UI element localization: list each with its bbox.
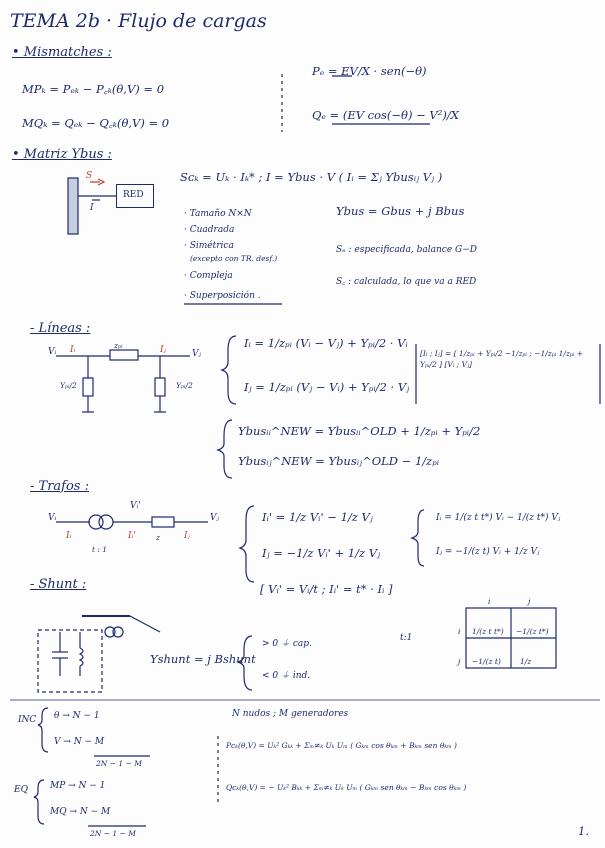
- trafo-ratio-label: t : 1: [92, 545, 108, 554]
- trafo-result-ii: Iᵢ = 1/(z t t*) Vᵢ − 1/(z t*) Vⱼ: [436, 513, 561, 523]
- line-shunt-right-label: Yₚᵢ/2: [176, 381, 193, 390]
- s-arrow-label: S: [86, 171, 93, 181]
- shunt-case-negative: < 0 ⏚ ind.: [262, 671, 311, 681]
- trafo-vi-prime-label: Vᵢ': [130, 501, 141, 511]
- line-matrix: [Iᵢ ; Iⱼ] = [ 1/zₚᵢ + Yₚᵢ/2 −1/zₚᵢ ; −1/zₚᵢ 1/zₚᵢ + Yₚᵢ/2 ] [Vᵢ ; Vⱼ]: [420, 349, 584, 370]
- ybus-bullet-square: · Cuadrada: [184, 225, 235, 235]
- pe-equation: Pₑ = EV/X · sen(−θ): [312, 64, 427, 78]
- se-definition: Sₑ : especificada, balance G−D: [336, 245, 477, 255]
- mismatches-heading: • Mismatches :: [12, 45, 112, 60]
- eq-label: EQ: [14, 785, 28, 795]
- eq-mp: MP → N − 1: [50, 781, 106, 791]
- table-cell-ii: 1/(z t t*): [472, 627, 504, 636]
- line-vj-label: Vⱼ: [192, 349, 201, 359]
- nodes-generators: N nudos ; M generadores: [232, 709, 349, 719]
- inc-label: INC: [18, 715, 37, 725]
- line-shunt-left-label: Yₚᵢ/2: [60, 381, 77, 390]
- red-label: RED: [123, 190, 144, 200]
- ybus-bullet-complex: · Compleja: [184, 271, 233, 281]
- shunt-case-positive: > 0 ⏚ cap.: [262, 639, 312, 649]
- line-update-offdiag: Ybusᵢⱼ^NEW = Ybusᵢⱼ^OLD − 1/zₚᵢ: [238, 454, 440, 468]
- page-title: TEMA 2b · Flujo de cargas: [10, 10, 267, 32]
- trafo-relations: [ Vᵢ' = Vᵢ/t ; Iᵢ' = t* · Iᵢ ]: [260, 582, 393, 596]
- eq-total: 2N − 1 − M: [90, 829, 136, 838]
- ybus-definition: Ybus = Gbus + j Bbus: [336, 204, 465, 218]
- trafo-z-label: z: [156, 533, 160, 542]
- trafo-vj-label: Vⱼ: [210, 513, 219, 523]
- mismatch-q-equation: MQₖ = Qₑₖ − Q꜀ₖ(θ,V) = 0: [22, 116, 170, 130]
- sc-definition: S꜀ : calculada, lo que va a RED: [336, 277, 477, 287]
- line-z-label: zₚᵢ: [114, 341, 123, 350]
- table-header-j: j: [528, 597, 531, 606]
- table-row-j-header: j: [458, 657, 461, 666]
- trafos-heading: - Trafos :: [30, 479, 89, 494]
- ybus-current-equation: Sᴄₖ = Uₖ · Iₖ* ; I = Ybus · V ( Iᵢ = Σⱼ Ybusᵢⱼ Vⱼ ): [180, 170, 443, 184]
- ybus-bullet-superposition: · Superposición .: [184, 291, 261, 301]
- line-eq-ii: Iᵢ = 1/zₚᵢ (Vᵢ − Vⱼ) + Yₚᵢ/2 · Vᵢ: [244, 336, 408, 350]
- table-header-i: i: [488, 597, 491, 606]
- ybus-bullet-symmetric-note: (excepto con TR. desf.): [190, 254, 278, 263]
- trafo-result-ij: Iⱼ = −1/(z t) Vᵢ + 1/z Vⱼ: [436, 547, 540, 557]
- table-cell-ji: −1/(z t): [472, 657, 501, 666]
- eq-mq: MQ → N − M: [50, 807, 111, 817]
- line-eq-ij: Iⱼ = 1/zₚᵢ (Vⱼ − Vᵢ) + Yₚᵢ/2 · Vⱼ: [244, 380, 410, 394]
- pck-equation: Pᴄₖ(θ,V) = Uₖ² Gₖₖ + Σₘ≠ₖ Uₖ Uₘ ( Gₖₘ cos θₖₘ + Bₖₘ sen θₖₘ ): [226, 741, 457, 750]
- line-update-diag: Ybusᵢᵢ^NEW = Ybusᵢᵢ^OLD + 1/zₚᵢ + Yₚᵢ/2: [238, 424, 481, 438]
- qck-equation: Qᴄₖ(θ,V) = − Uₖ² Bₖₖ + Σₘ≠ₖ Uₖ Uₘ ( Gₖₘ sen θₖₘ − Bₖₘ cos θₖₘ ): [226, 783, 467, 792]
- table-cell-ij: −1/(z t*): [516, 627, 549, 636]
- trafo-table-label: t:1: [400, 633, 413, 643]
- trafo-ij-label: Iⱼ: [184, 531, 190, 541]
- ybus-bullet-size: · Tamaño N×N: [184, 209, 252, 219]
- shunt-heading: - Shunt :: [30, 577, 87, 592]
- line-vi-label: Vᵢ: [48, 347, 57, 357]
- lineas-heading: - Líneas :: [30, 321, 91, 336]
- ybus-heading: • Matriz Ybus :: [12, 147, 112, 162]
- table-cell-jj: 1/z: [520, 657, 532, 666]
- page-number: 1.: [578, 824, 589, 838]
- inc-v: V → N − M: [54, 737, 105, 747]
- mismatch-p-equation: MPₖ = Pₑₖ − P꜀ₖ(θ,V) = 0: [22, 82, 165, 96]
- table-row-i-header: i: [458, 627, 461, 636]
- inc-theta: θ → N − 1: [54, 711, 100, 721]
- ybus-bullet-symmetric: · Simétrica: [184, 241, 234, 251]
- trafo-vi-label: Vᵢ: [48, 513, 57, 523]
- trafo-eq-ii: Iᵢ' = 1/z Vᵢ' − 1/z Vⱼ: [262, 510, 373, 524]
- line-ij-label: Iⱼ: [160, 345, 166, 355]
- shunt-equation: Yshunt = j Bshunt: [150, 652, 256, 666]
- qe-equation: Qₑ = (EV cos(−θ) − V²)/X: [312, 108, 459, 122]
- trafo-ii-label: Iᵢ: [66, 531, 72, 541]
- i-arrow-label: I: [90, 203, 94, 213]
- trafo-ii-prime-label: Iᵢ': [128, 531, 136, 541]
- line-ii-label: Iᵢ: [70, 345, 76, 355]
- inc-total: 2N − 1 − M: [96, 759, 142, 768]
- trafo-eq-ij: Iⱼ = −1/z Vᵢ' + 1/z Vⱼ: [262, 546, 381, 560]
